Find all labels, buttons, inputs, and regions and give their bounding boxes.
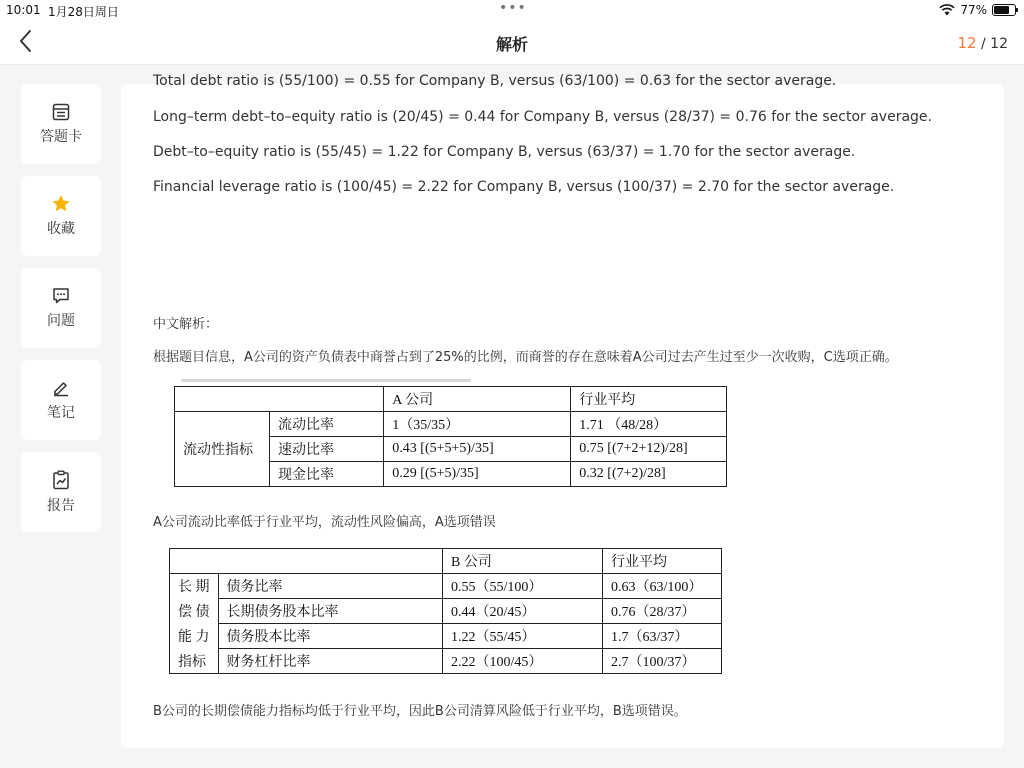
explanation-line: Financial leverage ratio is (100/45) = 2.22 for Company B, versus (100/37) = 2.70 for the sector average. bbox=[153, 179, 895, 195]
battery-icon bbox=[992, 4, 1016, 16]
comment-icon bbox=[52, 287, 70, 305]
status-time: 10:01 bbox=[6, 3, 41, 17]
wifi-icon bbox=[939, 4, 955, 16]
sidebar-item-favorite[interactable] bbox=[21, 176, 101, 256]
sidebar-item-answer-sheet[interactable] bbox=[21, 84, 101, 164]
table-header: 行业平均 bbox=[571, 387, 727, 412]
table-cell: 1.71 （48/28） bbox=[571, 412, 727, 437]
answer-sheet-icon bbox=[52, 103, 70, 121]
star-icon bbox=[51, 194, 71, 213]
explanation-line: Debt–to–equity ratio is (55/45) = 1.22 for Company B, versus (63/37) = 1.70 for the sector average. bbox=[153, 144, 856, 160]
page-current: 12 bbox=[957, 34, 977, 52]
table-cell: 0.55（55/100） bbox=[443, 574, 603, 599]
pencil-icon bbox=[52, 379, 70, 397]
table-cell: 0.29 [(5+5)/35] bbox=[384, 462, 571, 487]
table-cell: 流动比率 bbox=[270, 412, 384, 437]
page-indicator bbox=[957, 34, 1008, 52]
table-group-label: 流动性指标 bbox=[175, 412, 270, 487]
sidebar-item-notes[interactable] bbox=[21, 360, 101, 440]
table-cell: 2.7（100/37） bbox=[603, 649, 722, 674]
table-group-label: 指标 bbox=[170, 649, 219, 674]
battery-percent: 77% bbox=[960, 3, 987, 17]
table-cell: 0.75 [(7+2+12)/28] bbox=[571, 437, 727, 462]
solvency-table bbox=[169, 548, 722, 674]
status-bar bbox=[0, 0, 1024, 20]
crop-artifact bbox=[181, 379, 471, 382]
nav-bar bbox=[0, 20, 1024, 65]
sidebar-item-label: 答题卡 bbox=[40, 128, 82, 145]
table-cell: 1.22（55/45） bbox=[443, 624, 603, 649]
table-group-label: 偿 债 bbox=[170, 599, 219, 624]
table-cell: 1（35/35） bbox=[384, 412, 571, 437]
sidebar-item-label: 收藏 bbox=[47, 221, 75, 237]
sidebar-item-label: 问题 bbox=[47, 312, 75, 329]
analysis-content bbox=[121, 73, 1004, 748]
sidebar-item-label: 报告 bbox=[47, 497, 75, 514]
page-total: / 12 bbox=[981, 36, 1008, 52]
status-date: 1月28日周日 bbox=[48, 5, 119, 19]
table-cell: 0.76（28/37） bbox=[603, 599, 722, 624]
multitask-dots-icon[interactable]: ••• bbox=[499, 0, 527, 16]
table-cell: 0.43 [(5+5+5)/35] bbox=[384, 437, 571, 462]
chinese-analysis-paragraph: A公司流动比率低于行业平均，流动性风险偏高，A选项错误 bbox=[153, 515, 496, 530]
table-cell: 0.44（20/45） bbox=[443, 599, 603, 624]
cut-off-line: Total debt ratio is (55/100) = 0.55 for Company B, versus (63/100) = 0.63 for the sector average. bbox=[153, 73, 837, 89]
report-icon bbox=[52, 470, 70, 490]
table-cell: 长期债务股本比率 bbox=[218, 599, 443, 624]
table-cell: 债务股本比率 bbox=[218, 624, 443, 649]
table-group-label: 长 期 bbox=[170, 574, 219, 599]
sidebar-item-question[interactable] bbox=[21, 268, 101, 348]
explanation-line: Long–term debt–to–equity ratio is (20/45) = 0.44 for Company B, versus (28/37) = 0.76 for the sector average. bbox=[153, 109, 932, 125]
table-cell: 速动比率 bbox=[270, 437, 384, 462]
sidebar-item-report[interactable] bbox=[21, 452, 101, 532]
table-cell: 财务杠杆比率 bbox=[218, 649, 443, 674]
page-title: 解析 bbox=[495, 35, 528, 54]
table-cell: 1.7（63/37） bbox=[603, 624, 722, 649]
liquidity-table bbox=[174, 386, 727, 487]
table-cell: 2.22（100/45） bbox=[443, 649, 603, 674]
chinese-analysis-paragraph: B公司的长期偿债能力指标均低于行业平均，因此B公司清算风险低于行业平均，B选项错误。 bbox=[153, 704, 687, 719]
sidebar-item-label: 笔记 bbox=[47, 404, 75, 421]
table-cell: 0.32 [(7+2)/28] bbox=[571, 462, 727, 487]
chinese-analysis-paragraph: 根据题目信息，A公司的资产负债表中商誉占到了25%的比例，而商誉的存在意味着A公司过去产生过至少一次收购，C选项正确。 bbox=[153, 350, 898, 365]
table-cell: 债务比率 bbox=[218, 574, 443, 599]
table-header: 行业平均 bbox=[603, 549, 722, 574]
chinese-analysis-title: 中文解析： bbox=[153, 317, 219, 332]
table-group-label: 能 力 bbox=[170, 624, 219, 649]
table-header: A 公司 bbox=[384, 387, 571, 412]
table-cell: 现金比率 bbox=[270, 462, 384, 487]
table-cell: 0.63（63/100） bbox=[603, 574, 722, 599]
table-header: B 公司 bbox=[443, 549, 603, 574]
